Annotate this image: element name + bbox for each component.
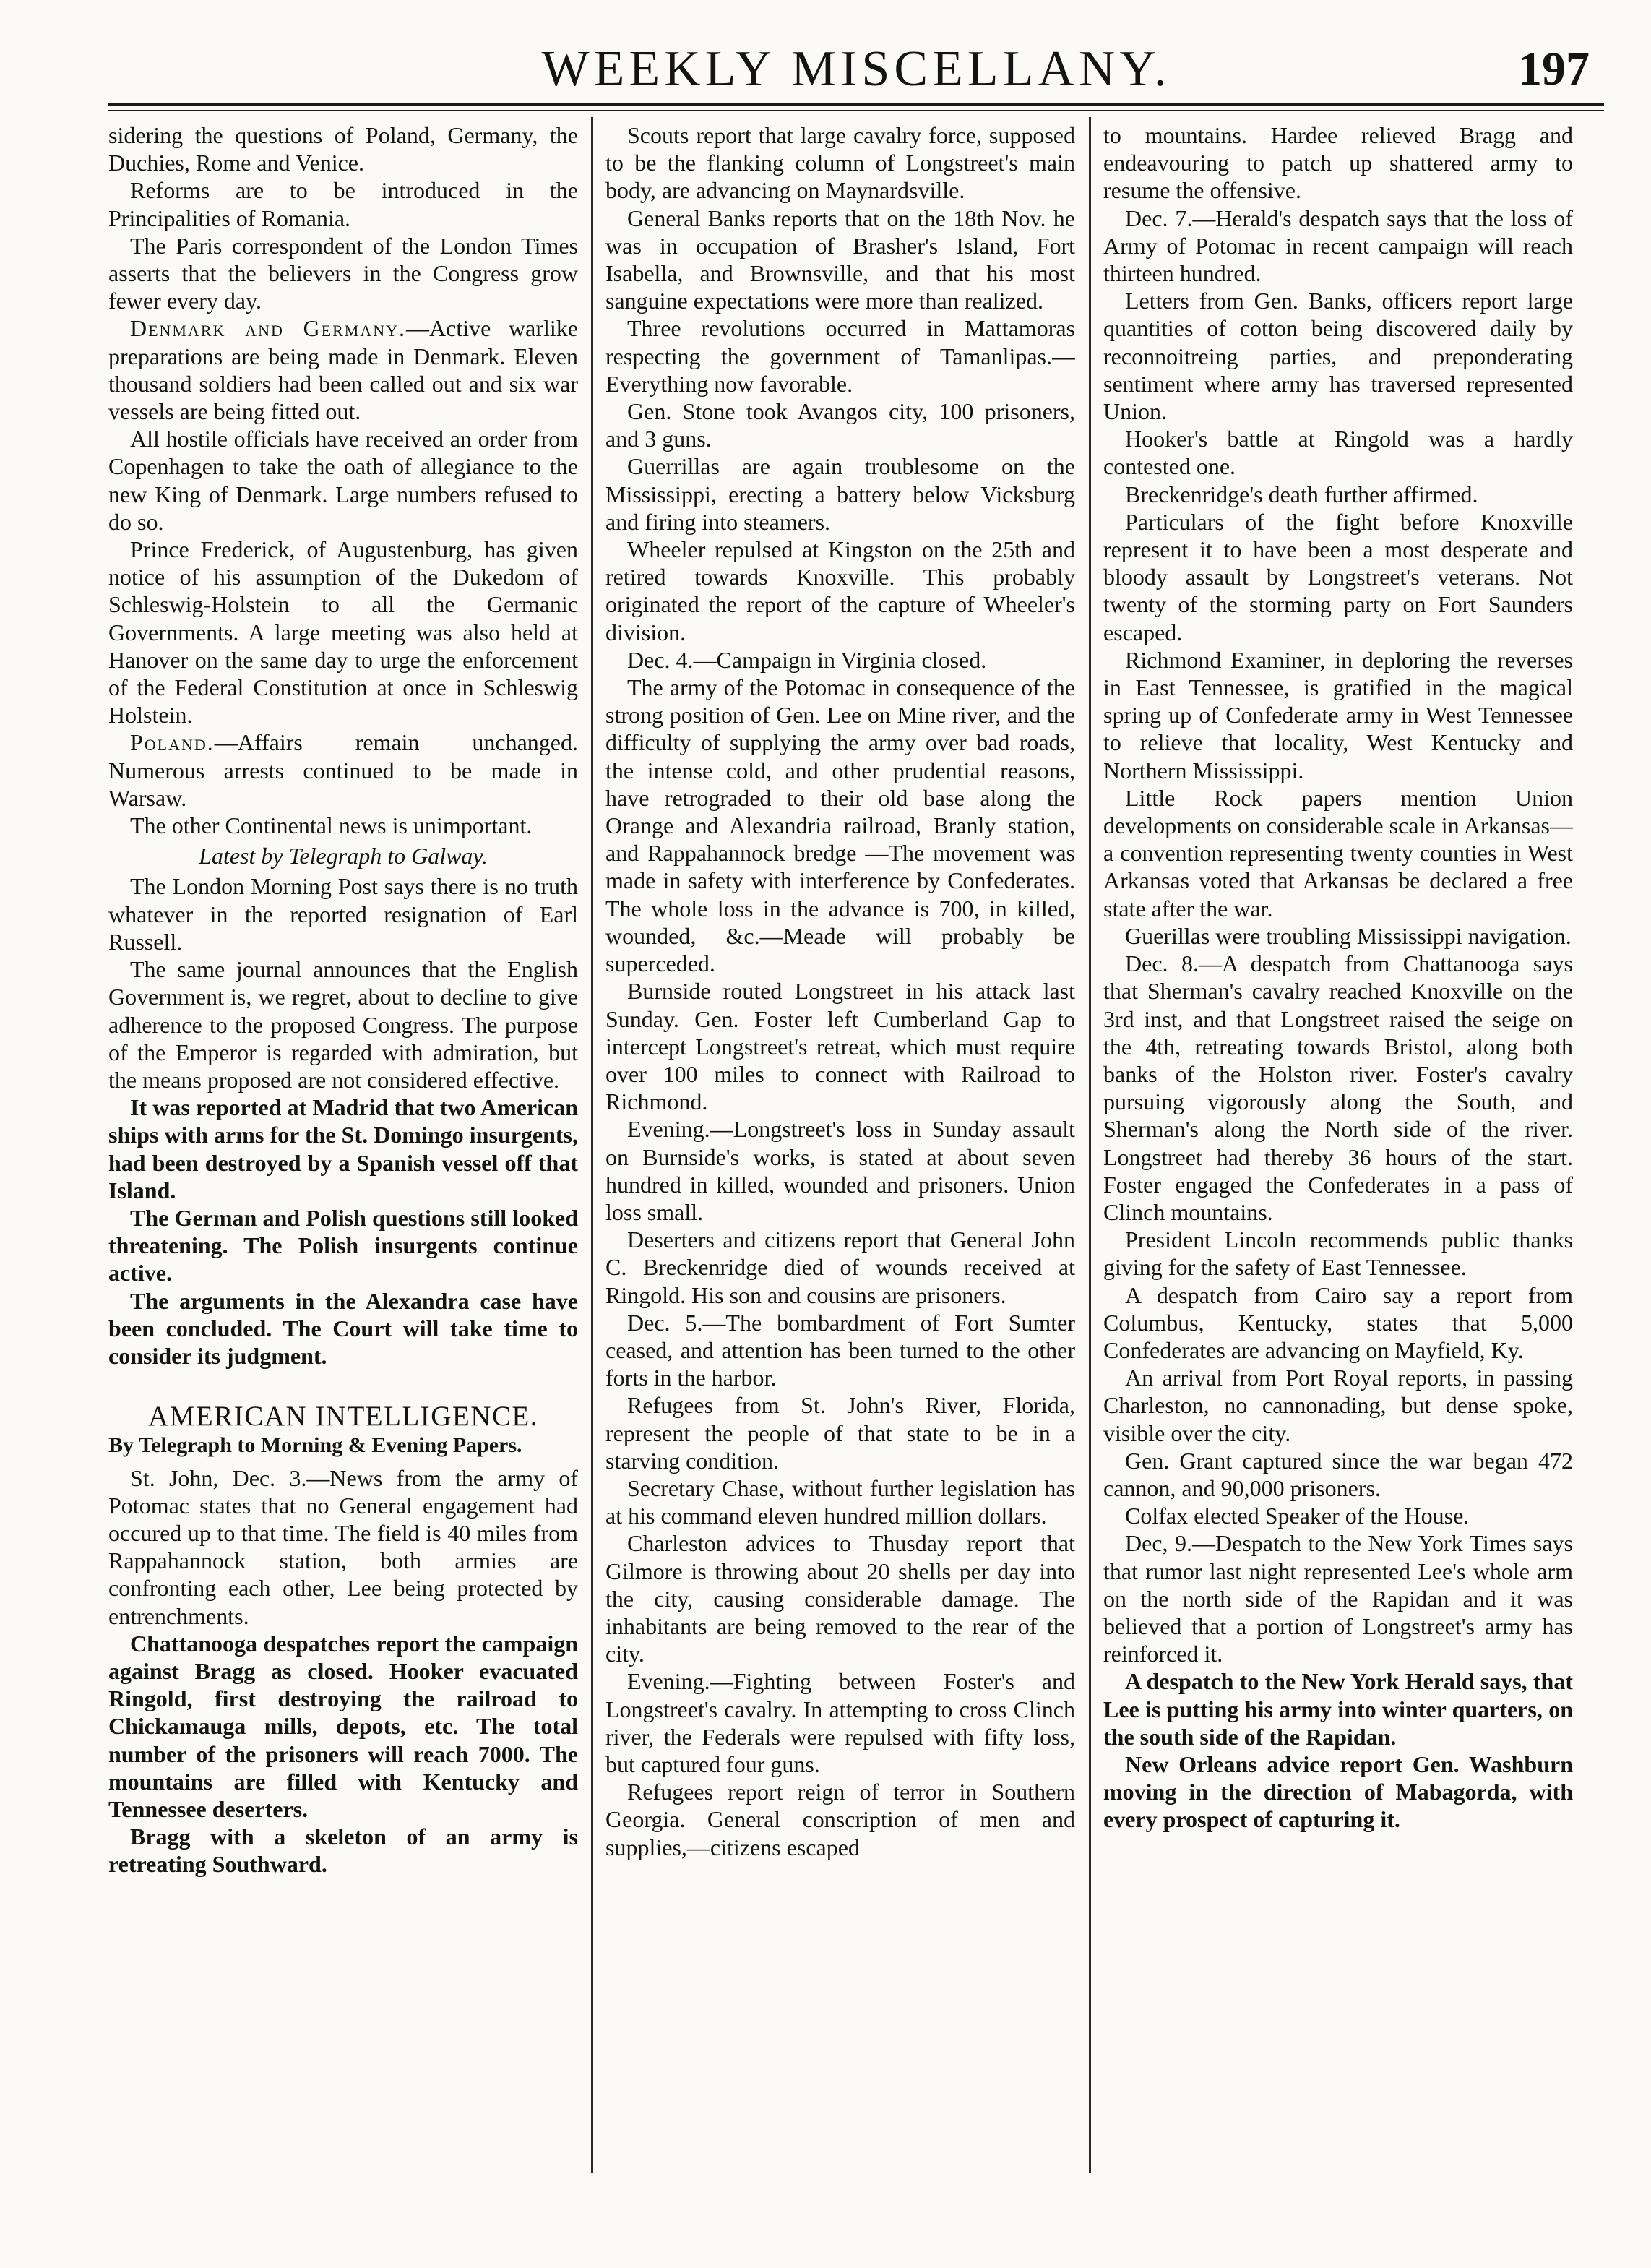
news-paragraph: Three revolutions occurred in Mattamoras respecting the government of Tamanlipas.—Everything now favorable. [605, 315, 1075, 397]
news-paragraph: Refugees from St. John's River, Florida, represent the people of that state to be in a starving condition. [605, 1392, 1075, 1474]
news-paragraph: St. John, Dec. 3.—News from the army of Potomac states that no General engagement had occured up to that time. The field is 40 miles from Rappahannock station, both armies are confronting each other, Lee being protected by entrenchments. [108, 1464, 578, 1629]
news-paragraph: Guerillas were troubling Mississippi navigation. [1125, 922, 1572, 949]
news-paragraph: Chattanooga despatches report the campaign against Bragg as closed. Hooker evacuated Ringold, first destroying the railroad to Chickamauga mills, depots, etc. The total number of the prisoners will reach 7000. The mountains are filled with Kentucky and Tennessee deserters. [108, 1630, 578, 1822]
news-paragraph: Letters from Gen. Banks, officers report large quantities of cotton being discovered daily by reconnoitreing parties, and preponderating sentiment where army has traversed represented Union. [1103, 288, 1573, 425]
news-paragraph: Scouts report that large cavalry force, supposed to be the flanking column of Longstreet's main body, are advancing on Maynardsville. [605, 122, 1075, 204]
section-subheading: By Telegraph to Morning & Evening Papers. [108, 1433, 522, 1458]
news-paragraph: Reforms are to be introduced in the Principalities of Romania. [108, 177, 578, 231]
masthead-rule-thin [108, 110, 1604, 111]
news-paragraph: The German and Polish questions still looked threatening. The Polish insurgents continue active. [108, 1204, 578, 1287]
news-paragraph: Burnside routed Longstreet in his attack last Sunday. Gen. Foster left Cumberland Gap to intercept Longstreet's retreat, which must require over 100 miles to connect with Railroad to Richmond. [605, 978, 1075, 1115]
news-paragraph: Dec. 5.—The bombardment of Fort Sumter ceased, and attention has been turned to the other forts in the harbor. [605, 1309, 1075, 1391]
paragraph-lead: Poland. [130, 729, 215, 756]
news-paragraph: to mountains. Hardee relieved Bragg and endeavouring to patch up shattered army to resume the offensive. [1103, 122, 1573, 204]
paragraph-text: —Active warlike preparations are being made in Denmark. Eleven thousand soldiers had been called out and six war vessels are being fitted out. [108, 315, 578, 425]
column-3 [1103, 121, 1573, 2181]
news-paragraph: Guerrillas are again troublesome on the Mississippi, erecting a battery below Vicksburg and firing into steamers. [605, 453, 1075, 535]
news-paragraph: The other Continental news is unimportant. [130, 812, 533, 839]
news-paragraph: sidering the questions of Poland, Germany, the Duchies, Rome and Venice. [108, 122, 578, 176]
subheading: Latest by Telegraph to Galway. [199, 843, 488, 869]
news-paragraph: A despatch from Cairo say a report from Columbus, Kentucky, states that 5,000 Confederates are advancing on Mayfield, Ky. [1103, 1281, 1573, 1363]
page-number: 197 [1518, 43, 1590, 95]
paragraph-lead: Denmark and Germany. [130, 315, 407, 342]
column-2 [605, 121, 1075, 2181]
news-paragraph: The Paris correspondent of the London Times asserts that the believers in the Congress grow fewer every day. [108, 232, 578, 314]
column-divider [591, 117, 593, 2173]
news-paragraph: The same journal announces that the English Government is, we regret, about to decline to give adherence to the proposed Congress. The purpose of the Emperor is regarded with admiration, but the means proposed are not considered effective. [108, 956, 578, 1093]
news-paragraph: The arguments in the Alexandra case have been concluded. The Court will take time to consider its judgment. [108, 1287, 578, 1369]
news-paragraph: New Orleans advice report Gen. Washburn moving in the direction of Mabagorda, with every prospect of capturing it. [1103, 1751, 1573, 1833]
news-paragraph: Deserters and citizens report that General John C. Breckenridge died of wounds received at Ringold. His son and cousins are prisoners. [605, 1227, 1075, 1308]
column-1 [108, 121, 578, 2181]
news-paragraph: Evening.—Fighting between Foster's and Longstreet's cavalry. In attempting to cross Clinch river, the Federals were repulsed with fifty loss, but captured four guns. [605, 1668, 1075, 1777]
news-paragraph: President Lincoln recommends public thanks giving for the safety of East Tennessee. [1103, 1227, 1573, 1281]
news-paragraph: Dec, 9.—Despatch to the New York Times says that rumor last night represented Lee's whole arm on the north side of the Rapidan and it was believed that a portion of Longstreet's army has reinforced it. [1103, 1530, 1573, 1667]
news-paragraph: Little Rock papers mention Union developments on considerable scale in Arkansas—a convention representing twenty counties in West Arkansas voted that Arkansas be declared a free state after the war. [1103, 784, 1573, 922]
news-paragraph: An arrival from Port Royal reports, in passing Charleston, no cannonading, but dense spoke, visible over the city. [1103, 1365, 1573, 1446]
masthead [108, 40, 1604, 98]
news-paragraph: Hooker's battle at Ringold was a hardly contested one. [1103, 426, 1573, 480]
news-paragraph: Breckenridge's death further affirmed. [1125, 481, 1478, 507]
news-paragraph: Dec. 7.—Herald's despatch says that the loss of Army of Potomac in recent campaign will reach thirteen hundred. [1103, 205, 1573, 287]
news-paragraph: Evening.—Longstreet's loss in Sunday assault on Burnside's works, is stated at about seven hundred in killed, wounded and prisoners. Union loss small. [605, 1116, 1075, 1225]
masthead-rule [108, 103, 1604, 106]
section-heading: AMERICAN INTELLIGENCE. [148, 1401, 538, 1432]
paragraph-text: —Affairs remain unchanged. Numerous arrests continued to be made in Warsaw. [108, 729, 578, 811]
column-divider [1089, 117, 1091, 2173]
news-paragraph [108, 729, 578, 812]
news-paragraph: Gen. Stone took Avangos city, 100 prisoners, and 3 guns. [605, 398, 1075, 452]
news-paragraph: A despatch to the New York Herald says, that Lee is putting his army into winter quarters, on the south side of the Rapidan. [1103, 1668, 1573, 1750]
news-paragraph: General Banks reports that on the 18th Nov. he was in occupation of Brasher's Island, Fort Isabella, and Brownsville, and that his most sanguine expectations were more than realized. [605, 205, 1075, 314]
news-paragraph: The London Morning Post says there is no truth whatever in the reported resignation of Earl Russell. [108, 873, 578, 955]
news-paragraph: Particulars of the fight before Knoxville represent it to have been a most desperate and bloody assault by Longstreet's veterans. Not twenty of the storming party on Fort Saunders escaped. [1103, 508, 1573, 645]
news-paragraph: Wheeler repulsed at Kingston on the 25th and retired towards Knoxville. This probably originated the report of the capture of Wheeler's division. [605, 536, 1075, 645]
news-paragraph: Gen. Grant captured since the war began 472 cannon, and 90,000 prisoners. [1103, 1447, 1573, 1501]
news-paragraph: Dec. 4.—Campaign in Virginia closed. [627, 646, 987, 673]
news-paragraph: The army of the Potomac in consequence of the strong position of Gen. Lee on Mine river, and the difficulty of supplying the army over bad roads, the intense cold, and other prudential reasons, have retrograded to their old base along the Orange and Alexandria railroad, Branly station, and Rappahannock bredge —The movement was made in safety with interference by Confederates. The whole loss in the advance is 700, in killed, wounded, &c.—Meade will probably be superceded. [605, 674, 1075, 977]
news-paragraph: Charleston advices to Thusday report that Gilmore is throwing about 20 shells per day into the city, causing considerable damage. The inhabitants are being removed to the rear of the city. [605, 1530, 1075, 1667]
masthead-title: WEEKLY MISCELLANY. [541, 41, 1171, 97]
news-paragraph [108, 314, 578, 425]
news-paragraph: All hostile officials have received an order from Copenhagen to take the oath of allegiance to the new King of Denmark. Large numbers refused to do so. [108, 426, 578, 535]
news-paragraph: Dec. 8.—A despatch from Chattanooga says that Sherman's cavalry reached Knoxville on the 3rd inst, and that Longstreet raised the seige on the 4th, retreating towards Bristol, along both banks of the Holston river. Foster's cavalry pursuing vigorously along the South, and Sherman's along the North side of the river. Longstreet had thereby 36 hours of the start. Foster engaged the Confederates in a pass of Clinch mountains. [1103, 950, 1573, 1225]
news-paragraph: It was reported at Madrid that two American ships with arms for the St. Domingo insurgents, had been destroyed by a Spanish vessel off that Island. [108, 1094, 578, 1203]
news-paragraph: Prince Frederick, of Augustenburg, has given notice of his assumption of the Dukedom of Schleswig-Holstein to all the Germanic Governments. A large meeting was also held at Hanover on the same day to urge the enforcement of the Federal Constitution at once in Schleswig Holstein. [108, 536, 578, 729]
news-paragraph: Secretary Chase, without further legislation has at his command eleven hundred million dollars. [605, 1474, 1075, 1529]
news-paragraph: Richmond Examiner, in deploring the reverses in East Tennessee, is gratified in the magical spring up of Confederate army in West Tennessee to relieve that locality, West Kentucky and Northern Mississippi. [1103, 646, 1573, 783]
news-paragraph: Bragg with a skeleton of an army is retreating Southward. [108, 1824, 578, 1878]
news-paragraph: Refugees report reign of terror in Southern Georgia. General conscription of men and supplies,—citizens escaped [605, 1779, 1075, 1860]
news-paragraph: Colfax elected Speaker of the House. [1125, 1503, 1470, 1529]
